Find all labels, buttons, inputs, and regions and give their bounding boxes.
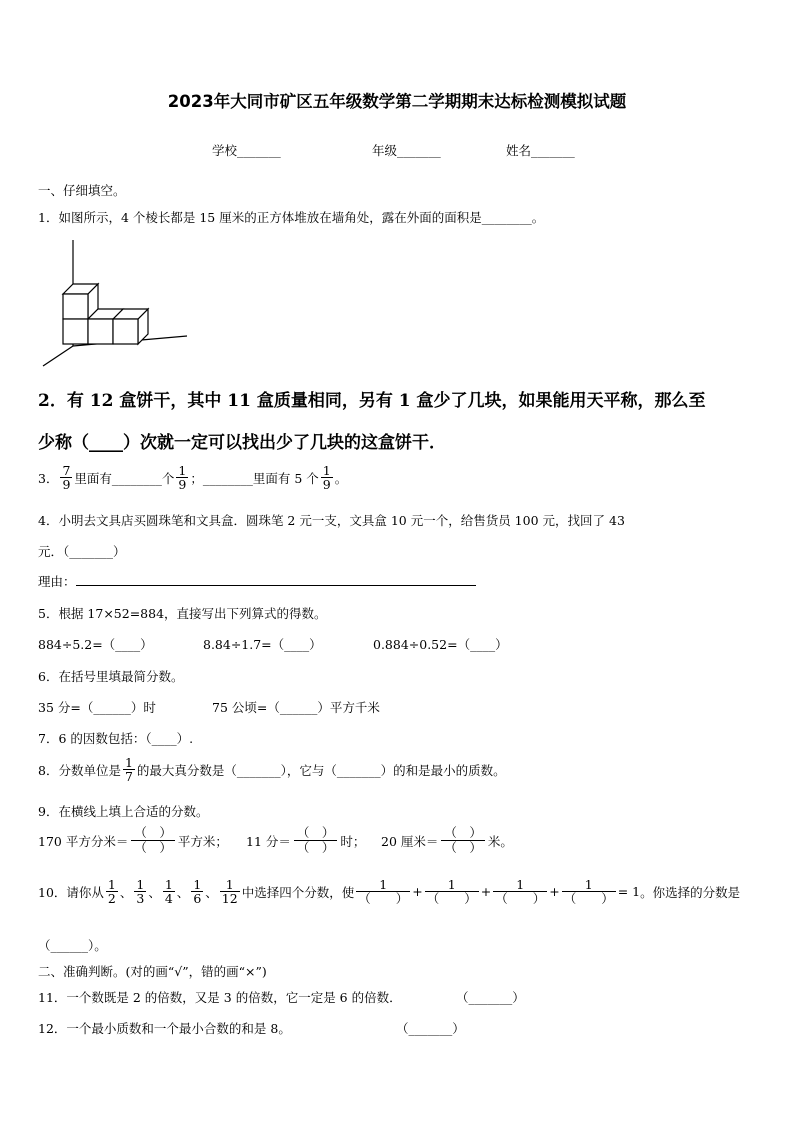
section-1-heading: 一、仔细填空。	[38, 183, 126, 198]
q9-item-2-post: 时；	[340, 833, 366, 849]
plus-sign: +	[480, 884, 492, 900]
fraction-numerator: 1	[356, 878, 410, 892]
question-2-line-2: 少称（____）次就一定可以找出少了几块的这盒饼干．	[38, 433, 446, 453]
fraction-numerator: 1	[425, 878, 479, 892]
question-4-line-1: 4．小明去文具店买圆珠笔和文具盒．圆珠笔 2 元一支，文具盒 10 元一个，给售货员 100 元，找回了 43	[38, 513, 625, 528]
q10-text-2: 中选择四个分数，使	[241, 884, 355, 900]
separator: 、	[119, 884, 133, 900]
fraction-numerator: 7	[62, 463, 71, 478]
fraction-denominator: 9	[178, 477, 187, 493]
question-7: 7．6 的因数包括：（____）.	[38, 731, 194, 746]
question-11: 11．一个数既是 2 的倍数，又是 3 的倍数，它一定是 6 的倍数．	[38, 990, 402, 1005]
question-8	[38, 756, 506, 783]
blank-fraction[interactable]	[131, 826, 175, 856]
fraction-1-3	[134, 878, 146, 905]
q5-item-1: 884÷5.2=（____）	[38, 637, 153, 652]
fraction-denominator: 3	[136, 891, 145, 907]
question-9: 9．在横线上填上合适的分数。	[38, 804, 209, 819]
blank-denominator: （ ）	[444, 840, 482, 856]
blank-numerator: （ ）	[441, 826, 485, 841]
fraction-1-2	[106, 878, 118, 905]
q9-item-1	[38, 826, 228, 856]
question-6: 6．在括号里填最简分数。	[38, 669, 184, 684]
question-12-answer: （_______）	[396, 1021, 465, 1036]
separator: 、	[205, 884, 218, 900]
blank-numerator: （ ）	[294, 826, 338, 841]
q9-item-2-pre: 11 分＝	[246, 833, 291, 849]
fraction-1-4	[163, 878, 175, 905]
fraction-7-9	[60, 464, 72, 491]
blank-fraction-1[interactable]	[356, 878, 410, 905]
question-10-answer: （______）。	[38, 938, 107, 953]
grade-blank: _______	[397, 143, 441, 158]
question-1: 1．如图所示，4 个棱长都是 15 厘米的正方体堆放在墙角处，露在外面的面积是________。	[38, 210, 545, 225]
question-10	[38, 878, 740, 905]
fraction-numerator: 1	[562, 878, 616, 892]
q9-item-3	[381, 826, 513, 856]
blank-fraction-4[interactable]	[562, 878, 616, 905]
question-11-answer: （_______）	[456, 990, 525, 1005]
fraction-denominator: 6	[193, 891, 202, 907]
question-3	[38, 464, 347, 491]
q9-item-3-post: 米。	[487, 833, 513, 849]
fraction-denominator: 9	[322, 477, 331, 493]
q9-item-2	[246, 826, 365, 856]
blank-denominator: （ ）	[134, 840, 172, 856]
plus-sign: +	[412, 884, 423, 900]
question-5: 5．根据 17×52=884，直接写出下列算式的得数。	[38, 606, 327, 621]
plus-sign: +	[549, 884, 560, 900]
q10-text-3: 。你选择的分数是	[640, 884, 741, 900]
blank-fraction-2[interactable]	[425, 878, 479, 905]
blank-fraction-3[interactable]	[493, 878, 547, 905]
fraction-numerator: 1	[193, 877, 202, 892]
school-label: 学校	[212, 143, 238, 158]
fraction-denominator: 12	[221, 891, 238, 907]
school-blank: _______	[237, 143, 281, 158]
q9-item-3-pre: 20 厘米＝	[381, 833, 439, 849]
q8-text-2: 的最大真分数是（_______），它与（_______）的和是最小的质数。	[136, 762, 506, 778]
blank-denominator: （ ）	[296, 840, 335, 856]
blank-fraction[interactable]	[294, 826, 338, 856]
fraction-1-9	[176, 464, 188, 491]
fraction-denominator: 7	[124, 769, 133, 785]
fraction-numerator: 1	[164, 877, 173, 892]
fraction-1-6	[191, 878, 203, 905]
fraction-denominator: 9	[62, 477, 71, 493]
q9-item-1-post: 平方米；	[177, 833, 228, 849]
fraction-denominator: （ ）	[426, 891, 477, 907]
q5-item-3: 0.884÷0.52=（____）	[373, 637, 508, 652]
q6-item-2: 75 公顷=（______）平方千米	[212, 700, 380, 715]
name-blank: _______	[531, 143, 575, 158]
fraction-numerator: 1	[220, 878, 240, 892]
question-12: 12．一个最小质数和一个最小合数的和是 8。	[38, 1021, 291, 1036]
fraction-denominator: （ ）	[563, 891, 614, 907]
name-field	[506, 141, 575, 159]
blank-fraction[interactable]	[441, 826, 485, 856]
question-4-line-2: 元．（_______）	[38, 544, 126, 559]
fraction-1-7	[123, 756, 135, 783]
q3-number: 3．	[38, 470, 59, 486]
q3-text-3: 。	[334, 470, 348, 486]
reason-blank	[76, 584, 476, 586]
question-4-reason	[38, 572, 476, 590]
fraction-numerator: 1	[493, 878, 547, 892]
fraction-numerator: 1	[136, 877, 145, 892]
section-2-heading: 二、准确判断。(对的画“√”，错的画“×”)	[38, 964, 267, 979]
fraction-denominator: （ ）	[358, 891, 409, 907]
grade-field	[372, 141, 441, 159]
q6-item-1: 35 分=（______）时	[38, 700, 156, 715]
fraction-numerator: 1	[178, 463, 187, 478]
question-2-line-1: 2．有 12 盒饼干，其中 11 盒质量相同，另有 1 盒少了几块，如果能用天平称，那么至	[38, 391, 706, 411]
separator: 、	[176, 884, 190, 900]
fraction-denominator: 4	[164, 891, 173, 907]
reason-label: 理由：	[38, 574, 76, 589]
equals-one: = 1	[617, 884, 641, 900]
grade-label: 年级	[372, 143, 398, 158]
fraction-1-12	[220, 878, 240, 905]
fraction-numerator: 1	[322, 463, 331, 478]
cube-figure	[40, 238, 190, 370]
fraction-denominator: 2	[107, 891, 116, 907]
q5-item-2: 8.84÷1.7=（____）	[203, 637, 322, 652]
fraction-numerator: 1	[107, 877, 116, 892]
q8-text-1: 8．分数单位是	[38, 762, 121, 778]
name-label: 姓名	[506, 143, 532, 158]
fraction-1-9-b	[321, 464, 333, 491]
q9-item-1-pre: 170 平方分米＝	[38, 833, 129, 849]
q10-text-1: 10．请你从	[38, 884, 104, 900]
page-title: 2023年大同市矿区五年级数学第二学期期末达标检测模拟试题	[167, 92, 627, 111]
q3-text-2: ；________里面有 5 个	[190, 470, 319, 486]
fraction-denominator: （ ）	[495, 891, 546, 907]
q3-text-1: 里面有________个	[74, 470, 175, 486]
school-field	[212, 141, 281, 159]
separator: 、	[148, 884, 161, 900]
fraction-numerator: 1	[124, 755, 133, 770]
blank-numerator: （ ）	[131, 826, 175, 841]
